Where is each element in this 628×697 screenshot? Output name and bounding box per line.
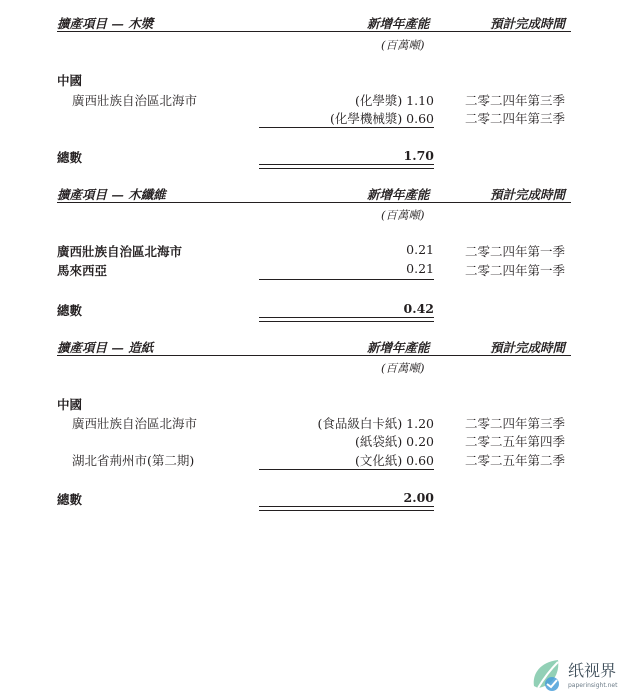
- total-double-rule: [259, 317, 434, 322]
- watermark-url: paperinsight.net: [568, 682, 618, 689]
- row-completion: 二零二四年第三季: [465, 111, 566, 126]
- unit-label: (百萬噸): [381, 38, 425, 52]
- header-rule: [57, 355, 571, 356]
- column-header-capacity: 新增年產能: [367, 16, 430, 31]
- total-value: 1.70: [403, 148, 434, 163]
- header-rule: [57, 31, 571, 32]
- row-location: 廣西壯族自治區北海市: [72, 416, 198, 431]
- column-header-completion: 預計完成時間: [490, 340, 566, 355]
- row-completion: 二零二五年第二季: [465, 453, 566, 468]
- total-double-rule: [259, 506, 434, 511]
- leaf-logo-icon: [528, 656, 566, 694]
- total-label: 總數: [57, 303, 83, 318]
- section-title: 擴產項目 — 造紙: [57, 340, 154, 355]
- row-location: 廣西壯族自治區北海市: [72, 93, 198, 108]
- total-value: 0.42: [403, 301, 434, 316]
- row-completion: 二零二四年第三季: [465, 416, 566, 431]
- subtotal-rule: [259, 469, 434, 470]
- row-capacity: 0.21: [406, 242, 434, 257]
- unit-label: (百萬噸): [381, 208, 425, 222]
- region-label: 中國: [57, 73, 83, 88]
- column-header-completion: 預計完成時間: [490, 187, 566, 202]
- row-capacity: (文化紙) 0.60: [354, 453, 434, 468]
- column-header-completion: 預計完成時間: [490, 16, 566, 31]
- subtotal-rule: [259, 127, 434, 128]
- row-capacity: 0.21: [406, 261, 434, 276]
- region-label: 中國: [57, 397, 83, 412]
- total-double-rule: [259, 164, 434, 169]
- row-capacity: (食品級白卡紙) 1.20: [317, 416, 434, 431]
- total-label: 總數: [57, 492, 83, 507]
- row-completion: 二零二四年第一季: [465, 263, 566, 278]
- header-rule: [57, 202, 571, 203]
- row-location: 馬來西亞: [57, 263, 108, 278]
- column-header-capacity: 新增年產能: [367, 340, 430, 355]
- row-completion: 二零二四年第三季: [465, 93, 566, 108]
- subtotal-rule: [259, 279, 434, 280]
- total-label: 總數: [57, 150, 83, 165]
- unit-label: (百萬噸): [381, 361, 425, 375]
- row-location: 湖北省荊州市(第二期): [72, 453, 195, 468]
- row-capacity: (化學漿) 1.10: [354, 93, 434, 108]
- section-title: 擴產項目 — 木漿: [57, 16, 154, 31]
- section-title: 擴產項目 — 木纖維: [57, 187, 166, 202]
- row-capacity: (化學機械漿) 0.60: [329, 111, 434, 126]
- watermark-name: 纸视界: [568, 661, 617, 680]
- row-location: 廣西壯族自治區北海市: [57, 244, 183, 259]
- column-header-capacity: 新增年產能: [367, 187, 430, 202]
- row-completion: 二零二五年第四季: [465, 434, 566, 449]
- row-completion: 二零二四年第一季: [465, 244, 566, 259]
- total-value: 2.00: [403, 490, 434, 505]
- row-capacity: (紙袋紙) 0.20: [354, 434, 434, 449]
